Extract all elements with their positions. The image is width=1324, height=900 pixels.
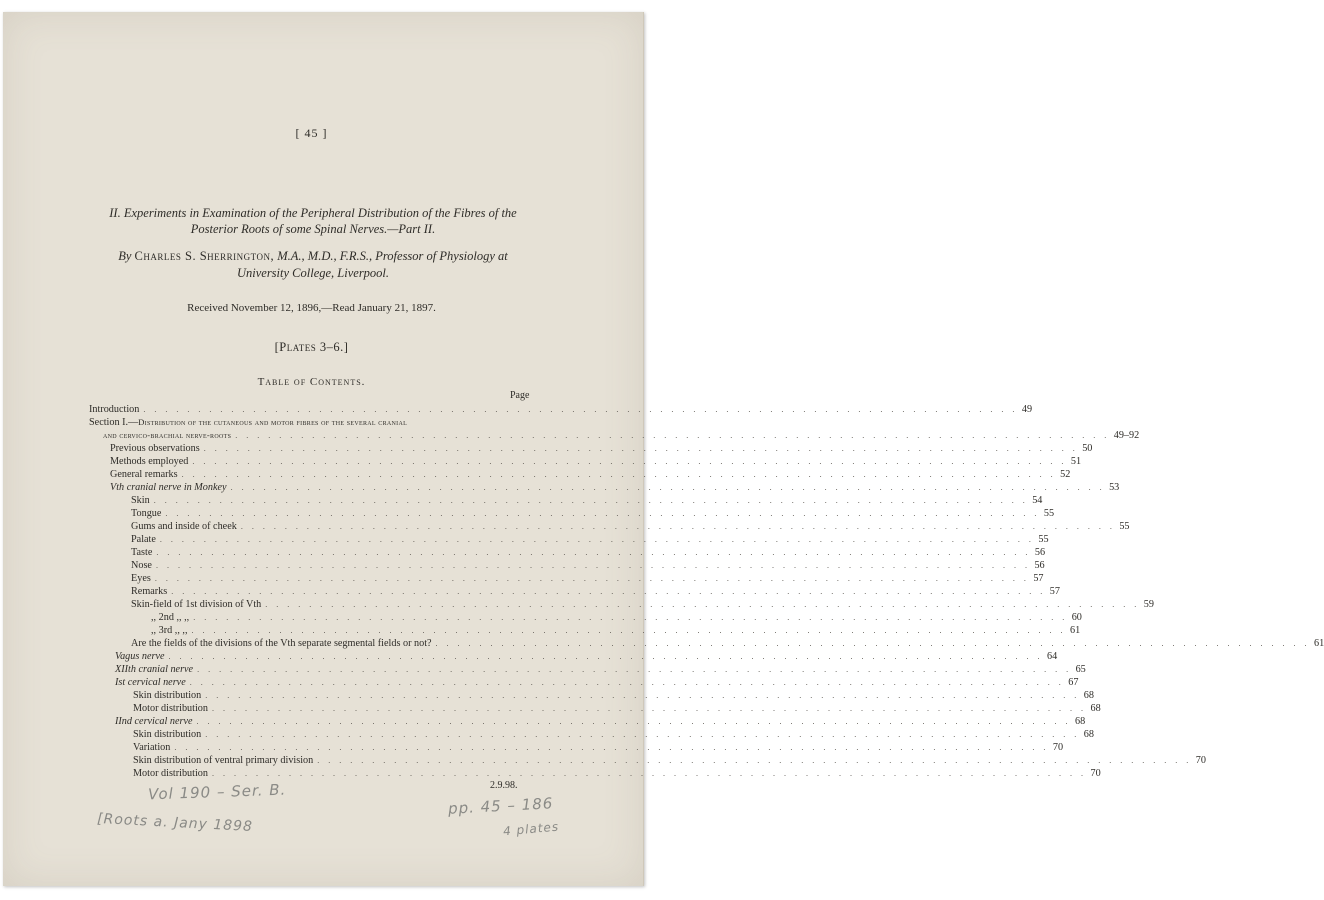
toc-entry (89, 403, 1033, 416)
toc-leader-dots: . . . . . . . . . . . . . . . . . . . . . . . . . . . . . . . . . . . . . . . . . . . . . . . . . . . . . . . . . . . . . . . . . . . . . . . . . . . . . . . . (240, 522, 1116, 531)
toc-entry-page: 68 (1083, 690, 1094, 701)
toc-entry (103, 429, 1140, 442)
toc-entry-title: General remarks (110, 469, 178, 480)
toc-leader-dots: . . . . . . . . . . . . . . . . . . . . . . . . . . . . . . . . . . . . . . . . . . . . . . . . . . . . . . . . . . . . . . . . . . . . . . . . . . . . . . . . (193, 613, 1068, 622)
toc-entry-title: IInd cervical nerve (115, 716, 193, 727)
toc-entry (131, 598, 1154, 611)
page-number: [ 45 ] (295, 126, 328, 140)
toc-leader-dots: . . . . . . . . . . . . . . . . . . . . . . . . . . . . . . . . . . . . . . . . . . . . . . . . . . . . . . . . . . . . . . . . . . . . . . . . . . . . . . . . (174, 743, 1049, 752)
toc-entry-title: Tongue (131, 508, 162, 519)
toc-entry-page: 53 (1109, 482, 1120, 493)
toc-entry (115, 663, 1086, 676)
toc-entry-title: Are the fields of the divisions of the Vth separate segmental fields or not? (131, 638, 432, 649)
toc-leader-dots: . . . . . . . . . . . . . . . . . . . . . . . . . . . . . . . . . . . . . . . . . . . . . . . . . . . . . . . . . . . . . . . . . . . . . . . . . . . . . . . . (153, 496, 1029, 505)
toc-entry-page: 49–92 (1113, 430, 1140, 441)
toc-entry-title: Ist cervical nerve (115, 677, 186, 688)
toc-entry-page: 70 (1090, 768, 1101, 779)
toc-entry-title: Methods employed (110, 456, 189, 467)
toc-entry-page: 68 (1090, 703, 1101, 714)
toc-leader-dots: . . . . . . . . . . . . . . . . . . . . . . . . . . . . . . . . . . . . . . . . . . . . . . . . . . . . . . . . . . . . . . . . . . . . . . . . . . . . . . . . (203, 444, 1079, 453)
toc-entry (131, 637, 1324, 650)
toc-leader-dots: . . . . . . . . . . . . . . . . . . . . . . . . . . . . . . . . . . . . . . . . . . . . . . . . . . . . . . . . . . . . . . . . . . . . . . . . . . . . . . . . (317, 756, 1192, 765)
toc-entry (110, 455, 1082, 468)
handwritten-note-volume: Vol 190 – Ser. B. (147, 780, 287, 804)
toc-title: Table of Contents. (257, 376, 366, 388)
toc-entry-page: 70 (1052, 742, 1064, 753)
toc-entry-page: 50 (1082, 443, 1093, 454)
toc-leader-dots: . . . . . . . . . . . . . . . . . . . . . . . . . . . . . . . . . . . . . . . . . . . . . . . . . . . . . . . . . . . . . . . . . . . . . . . . . . . . . . . . (156, 548, 1031, 557)
toc-leader-dots: . . . . . . . . . . . . . . . . . . . . . . . . . . . . . . . . . . . . . . . . . . . . . . . . . . . . . . . . . . . . . . . . . . . . . . . . . . . . . . . . (165, 509, 1040, 518)
byline-line-1 (73, 248, 553, 265)
toc-entry-title: Vth cranial nerve in Monkey (110, 482, 227, 493)
toc-entry (131, 494, 1043, 507)
toc-leader-dots: . . . . . . . . . . . . . . . . . . . . . . . . . . . . . . . . . . . . . . . . . . . . . . . . . . . . . . . . . . . . . . . . . . . . . . . . . . . . . . . . (196, 717, 1071, 726)
toc-entry (131, 546, 1046, 559)
toc-entry-title: Eyes (131, 573, 151, 584)
toc-entry-title: ,, 2nd ,, ,, (151, 612, 190, 623)
byline-line-2 (73, 265, 553, 282)
footer-code: 2.9.98. (490, 780, 518, 791)
toc-entry (131, 507, 1055, 520)
toc-entry-page: 65 (1075, 664, 1086, 675)
toc-leader-dots: . . . . . . . . . . . . . . . . . . . . . . . . . . . . . . . . . . . . . . . . . . . . . . . . . . . . . . . . . . . . . . . . . . . . . . . . . . . . . . . . (159, 535, 1035, 544)
toc-entry-title: Taste (131, 547, 153, 558)
author-name: Charles S. Sherrington, (134, 249, 275, 263)
handwritten-note-plates: 4 plates (502, 819, 560, 839)
toc-entry-title: Variation (133, 742, 171, 753)
toc-entry (131, 533, 1049, 546)
toc-entry-page: 57 (1033, 573, 1044, 584)
toc-leader-dots: . . . . . . . . . . . . . . . . . . . . . . . . . . . . . . . . . . . . . . . . . . . . . . . . . . . . . . . . . . . . . . . . . . . . . . . . . . . . . . . . (435, 639, 1311, 648)
toc-entry (151, 624, 1081, 637)
toc-entry (89, 416, 531, 429)
toc-entry-page: 67 (1068, 677, 1079, 688)
toc-entry-page: 60 (1071, 612, 1082, 623)
toc-entry-title: Section I.—Distribution of the cutaneous and motor fibres of the several cranial (89, 417, 408, 428)
toc-entry-page: 70 (1195, 755, 1206, 766)
toc-leader-dots: . . . . . . . . . . . . . . . . . . . . . . . . . . . . . . . . . . . . . . . . . . . . . . . . . . . . . . . . . . . . . . . . . . . . . . . . . . . . . . . . (154, 574, 1030, 583)
toc-entry-title: Vagus nerve (115, 651, 165, 662)
toc-entry (110, 481, 1120, 494)
toc-entry (133, 702, 1101, 715)
toc-entry-title: XIIth cranial nerve (115, 664, 194, 675)
toc-entry-title: Skin (131, 495, 150, 506)
handwritten-note-date: [Roots a. Jany 1898 (96, 810, 254, 836)
toc-leader-dots: . . . . . . . . . . . . . . . . . . . . . . . . . . . . . . . . . . . . . . . . . . . . . . . . . . . . . . . . . . . . . . . . . . . . . . . . . . . . . . . . (212, 704, 1087, 713)
toc-entry (133, 767, 1101, 780)
toc-entry-title: Motor distribution (133, 703, 208, 714)
toc-leader-dots: . . . . . . . . . . . . . . . . . . . . . . . . . . . . . . . . . . . . . . . . . . . . . . . . . . . . . . . . . . . . . . . . . . . . . . . . . . . . . . . . (192, 457, 1067, 466)
toc-leader-dots: . . . . . . . . . . . . . . . . . . . . . . . . . . . . . . . . . . . . . . . . . . . . . . . . . . . . . . . . . . . . . . . . . . . . . . . . . . . . . . . . (205, 691, 1080, 700)
toc-leader-dots: . . . . . . . . . . . . . . . . . . . . . . . . . . . . . . . . . . . . . . . . . . . . . . . . . . . . . . . . . . . . . . . . . . . . . . . . . . . . . . . . (191, 626, 1067, 635)
toc-entry-page: 68 (1083, 729, 1094, 740)
toc-entry-page: 54 (1032, 495, 1043, 506)
toc-entry (115, 650, 1058, 663)
toc-leader-dots: . . . . . . . . . . . . . . . . . . . . . . . . . . . . . . . . . . . . . . . . . . . . . . . . . . . . . . . . . . . . . . . . . . . . . . . . . . . . . . . . (197, 665, 1072, 674)
toc-entry-page: 59 (1143, 599, 1154, 610)
author-credentials-1: M.A., M.D., F.R.S., Professor of Physiology at (277, 249, 508, 263)
toc-entry (110, 442, 1093, 455)
toc-entry-page: 49 (1021, 404, 1033, 415)
toc-leader-dots: . . . . . . . . . . . . . . . . . . . . . . . . . . . . . . . . . . . . . . . . . . . . . . . . . . . . . . . . . . . . . . . . . . . . . . . . . . . . . . . . (189, 678, 1065, 687)
title-line-2 (73, 221, 553, 237)
toc-entry-page: 55 (1119, 521, 1130, 532)
toc-leader-dots: . . . . . . . . . . . . . . . . . . . . . . . . . . . . . . . . . . . . . . . . . . . . . . . . . . . . . . . . . . . . . . . . . . . . . . . . . . . . . . . . (235, 431, 1110, 440)
byline-by: By (118, 249, 132, 263)
document-page (3, 12, 1324, 886)
toc-entry (110, 468, 1071, 481)
received-date: Received November 12, 1896,—Read January 21, 1897. (187, 302, 436, 314)
author-credentials-2: University College, Liverpool. (236, 266, 390, 280)
title-text-2: Posterior Roots of some Spinal Nerves.—Part II. (190, 222, 436, 236)
toc-entry-page: 68 (1075, 716, 1086, 727)
toc-page-header: Page (510, 390, 530, 401)
toc-leader-dots: . . . . . . . . . . . . . . . . . . . . . . . . . . . . . . . . . . . . . . . . . . . . . . . . . . . . . . . . . . . . . . . . . . . . . . . . . . . . . . . . (212, 769, 1087, 778)
toc-entry-page: 61 (1070, 625, 1081, 636)
toc-entry-title: Nose (131, 560, 152, 571)
title-line-1 (73, 205, 553, 221)
toc-entry-page: 55 (1038, 534, 1049, 545)
toc-entry (131, 585, 1060, 598)
toc-entry-page: 57 (1049, 586, 1060, 597)
toc-leader-dots: . . . . . . . . . . . . . . . . . . . . . . . . . . . . . . . . . . . . . . . . . . . . . . . . . . . . . . . . . . . . . . . . . . . . . . . . . . . . . . . . (171, 587, 1046, 596)
toc-entry (115, 676, 1079, 689)
toc-entry-title: and cervico-brachial nerve-roots (103, 430, 232, 440)
handwritten-note-pages: pp. 45 – 186 (447, 794, 554, 818)
toc-entry-page: 51 (1070, 456, 1082, 467)
toc-entry-page: 55 (1043, 508, 1055, 519)
toc-entry (133, 754, 1206, 767)
toc-entry-title: ,, 3rd ,, ,, (151, 625, 188, 636)
author-byline (73, 248, 553, 282)
toc-entry-title: Skin-field of 1st division of Vth (131, 599, 262, 610)
toc-entry (133, 689, 1094, 702)
toc-entry-page: 56 (1034, 560, 1045, 571)
toc-entry-title: Skin distribution of ventral primary division (133, 755, 314, 766)
toc-entry-title: Palate (131, 534, 156, 545)
toc-entry-title: Motor distribution (133, 768, 208, 779)
toc-entry (131, 559, 1045, 572)
toc-entry-page: 56 (1034, 547, 1046, 558)
toc-leader-dots: . . . . . . . . . . . . . . . . . . . . . . . . . . . . . . . . . . . . . . . . . . . . . . . . . . . . . . . . . . . . . . . . . . . . . . . . . . . . . . . . (155, 561, 1031, 570)
toc-leader-dots: . . . . . . . . . . . . . . . . . . . . . . . . . . . . . . . . . . . . . . . . . . . . . . . . . . . . . . . . . . . . . . . . . . . . . . . . . . . . . . . . (181, 470, 1057, 479)
paper-title (73, 205, 553, 237)
toc-leader-dots: . . . . . . . . . . . . . . . . . . . . . . . . . . . . . . . . . . . . . . . . . . . . . . . . . . . . . . . . . . . . . . . . . . . . . . . . . . . . . . . . (168, 652, 1044, 661)
toc-leader-dots: . . . . . . . . . . . . . . . . . . . . . . . . . . . . . . . . . . . . . . . . . . . . . . . . . . . . . . . . . . . . . . . . . . . . . . . . . . . . . . . . (205, 730, 1080, 739)
toc-entry-page: 61 (1314, 638, 1324, 649)
toc-entry-page: 52 (1060, 469, 1071, 480)
toc-entry (133, 728, 1094, 741)
toc-entry (131, 572, 1044, 585)
toc-entry-title: Skin distribution (133, 690, 202, 701)
toc-entry-title: Introduction (89, 404, 140, 415)
toc-leader-dots: . . . . . . . . . . . . . . . . . . . . . . . . . . . . . . . . . . . . . . . . . . . . . . . . . . . . . . . . . . . . . . . . . . . . . . . . . . . . . . . . (230, 483, 1106, 492)
toc-entry-title: Previous observations (110, 443, 200, 454)
plates-note: [Plates 3–6.] (274, 340, 349, 354)
toc-entry-title: Gums and inside of cheek (131, 521, 237, 532)
toc-leader-dots: . . . . . . . . . . . . . . . . . . . . . . . . . . . . . . . . . . . . . . . . . . . . . . . . . . . . . . . . . . . . . . . . . . . . . . . . . . . . . . . . (265, 600, 1140, 609)
toc-entry (133, 741, 1064, 754)
title-text-1: II. Experiments in Examination of the Peripheral Distribution of the Fibres of the (109, 206, 517, 220)
toc-entry-page: 64 (1047, 651, 1058, 662)
toc-entry-title: Skin distribution (133, 729, 202, 740)
toc-entry (115, 715, 1086, 728)
toc-leader-dots: . . . . . . . . . . . . . . . . . . . . . . . . . . . . . . . . . . . . . . . . . . . . . . . . . . . . . . . . . . . . . . . . . . . . . . . . . . . . . . . . (143, 405, 1018, 414)
toc-entry (151, 611, 1082, 624)
toc-entry-title: Remarks (131, 586, 168, 597)
toc-entry (131, 520, 1130, 533)
